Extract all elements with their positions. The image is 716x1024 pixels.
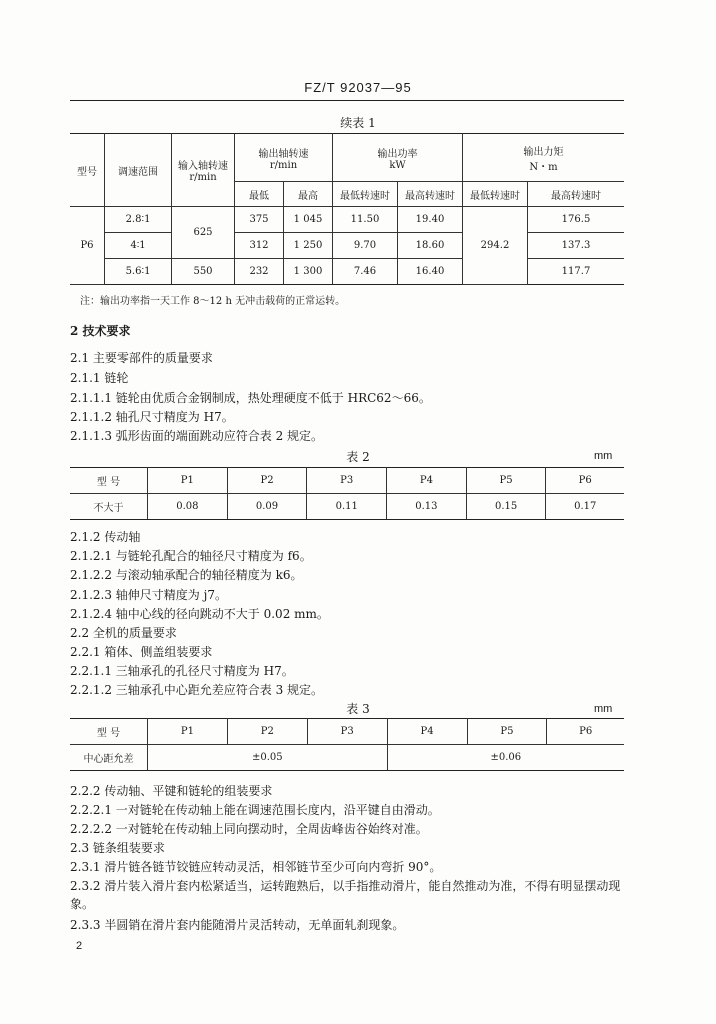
t1-input-speed-unit: r/min — [189, 172, 217, 183]
t1-speed-high: 1 250 — [284, 233, 333, 259]
t1-output-torque-label: 输出力矩 — [523, 146, 564, 158]
t2-model: P3 — [307, 468, 387, 494]
clause-2-1: 2.1 主要零部件的质量要求 — [70, 351, 213, 365]
t1-torque-low: 294.2 — [463, 207, 528, 285]
table-row — [70, 745, 624, 771]
t1-output-speed-label: 输出轴转速 — [258, 148, 309, 160]
table2 — [70, 467, 624, 520]
t1-sub-torque-high: 最高转速时 — [528, 182, 625, 207]
t2-header-label: 型 号 — [70, 468, 148, 494]
t3-model: P6 — [547, 719, 624, 745]
t3-row-label: 中心距允差 — [70, 745, 148, 771]
t2-value: 0.15 — [466, 494, 546, 520]
clause-2-1-2: 2.1.2 传动轴 — [70, 530, 141, 544]
table2-caption: 表 2 — [346, 450, 370, 464]
clause-2-3-3: 2.3.3 半圆销在滑片套内能随滑片灵活转动，无单面轧刹现象。 — [70, 918, 405, 932]
clause-2-3: 2.3 链条组装要求 — [70, 841, 165, 855]
t1-sub-high: 最高 — [284, 182, 333, 207]
t1-speed-low: 232 — [235, 259, 284, 285]
t1-col-output-power — [333, 134, 463, 182]
t1-col-output-torque — [463, 134, 625, 182]
clause-2-1-2-2: 2.1.2.2 与滚动轴承配合的轴径精度为 k6。 — [70, 568, 303, 582]
table-row — [70, 233, 624, 259]
clause-2-1-2-1: 2.1.2.1 与链轮孔配合的轴径尺寸精度为 f6。 — [70, 549, 312, 563]
t1-input: 625 — [172, 207, 235, 259]
t1-torque-high: 117.7 — [528, 259, 625, 285]
clause-2-1-2-3: 2.1.2.3 轴伸尺寸精度为 j7。 — [70, 588, 227, 602]
t1-sub-torque-low: 最低转速时 — [463, 182, 528, 207]
t3-header-label: 型 号 — [70, 719, 148, 745]
clause-2-1-1-2: 2.1.1.2 轴孔尺寸精度为 H7。 — [70, 410, 234, 424]
standard-code: FZ/T 92037—95 — [304, 80, 412, 95]
clause-2-1-1: 2.1.1 链轮 — [70, 371, 129, 385]
t1-model: P6 — [70, 207, 105, 285]
clause-2-1-2-4: 2.1.2.4 轴中心线的径向跳动不大于 0.02 mm。 — [70, 607, 329, 621]
t2-model: P6 — [546, 468, 624, 494]
t1-power-high: 16.40 — [398, 259, 463, 285]
t3-model: P3 — [307, 719, 387, 745]
table1 — [70, 133, 624, 285]
t1-output-power-unit: kW — [389, 159, 406, 171]
t2-value: 0.11 — [307, 494, 387, 520]
t2-value: 0.08 — [148, 494, 228, 520]
t2-row-label: 不大于 — [70, 494, 148, 520]
table-row — [70, 259, 624, 285]
table2-unit: mm — [594, 450, 613, 462]
t1-speed-low: 375 — [235, 207, 284, 233]
table1-caption: 续表 1 — [340, 116, 376, 130]
t1-torque-high: 137.3 — [528, 233, 625, 259]
t2-value: 0.13 — [387, 494, 467, 520]
t1-col-input-speed — [172, 134, 235, 207]
t3-model: P1 — [148, 719, 228, 745]
t1-power-low: 11.50 — [333, 207, 398, 233]
page-number: 2 — [76, 940, 83, 952]
header-rule — [70, 100, 624, 101]
t1-torque-high: 176.5 — [528, 207, 625, 233]
section-2-title: 2 技术要求 — [70, 324, 131, 338]
table3-caption: 表 3 — [346, 702, 370, 716]
t1-range: 2.8∶1 — [105, 207, 172, 233]
t1-power-low: 7.46 — [333, 259, 398, 285]
clause-2-2: 2.2 全机的质量要求 — [70, 626, 177, 640]
t1-sub-low: 最低 — [235, 182, 284, 207]
t1-range: 4∶1 — [105, 233, 172, 259]
clause-2-3-2: 2.3.2 滑片装入滑片套内松紧适当，运转跑熟后，以手指推动滑片，能自然推动为准，不得有明显摆动现象。 — [70, 879, 621, 911]
clause-2-1-1-3: 2.1.1.3 弧形齿面的端面跳动应符合表 2 规定。 — [70, 429, 324, 443]
t2-model: P1 — [148, 468, 228, 494]
t1-sub-power-low: 最低转速时 — [333, 182, 398, 207]
t1-power-low: 9.70 — [333, 233, 398, 259]
t3-value-group1: ±0.05 — [148, 745, 388, 771]
clause-2-2-1-1: 2.2.1.1 三轴承孔的孔径尺寸精度为 H7。 — [70, 664, 294, 678]
t3-value-group2: ±0.06 — [387, 745, 624, 771]
table3 — [70, 718, 624, 771]
clause-2-2-2-1: 2.2.2.1 一对链轮在传动轴上能在调速范围长度内，沿平键自由滑动。 — [70, 803, 440, 817]
t1-speed-low: 312 — [235, 233, 284, 259]
table1-note: 注：输出功率指一天工作 8～12 h 无冲击载荷的正常运转。 — [80, 296, 346, 307]
t1-input-speed-label: 输入轴转速 — [178, 161, 228, 172]
clause-2-2-2-2: 2.2.2.2 一对链轮在传动轴上同向摆动时，全周齿峰齿谷始终对准。 — [70, 822, 428, 836]
t2-model: P4 — [387, 468, 467, 494]
t3-model: P2 — [227, 719, 307, 745]
t2-model: P5 — [466, 468, 546, 494]
clause-2-2-1-2: 2.2.1.2 三轴承孔中心距允差应符合表 3 规定。 — [70, 683, 324, 697]
t1-power-high: 19.40 — [398, 207, 463, 233]
clause-2-3-1: 2.3.1 滑片链各链节铰链应转动灵活，相邻链节至少可向内弯折 90°。 — [70, 860, 442, 874]
t1-output-power-label: 输出功率 — [377, 148, 418, 160]
clause-2-2-2: 2.2.2 传动轴、平键和链轮的组装要求 — [70, 784, 273, 798]
t1-output-torque-unit: N・m — [529, 161, 558, 173]
t1-speed-high: 1 045 — [284, 207, 333, 233]
t1-power-high: 18.60 — [398, 233, 463, 259]
t2-value: 0.17 — [546, 494, 624, 520]
t3-model: P5 — [467, 719, 547, 745]
t2-model: P2 — [227, 468, 307, 494]
t1-speed-high: 1 300 — [284, 259, 333, 285]
t2-value: 0.09 — [227, 494, 307, 520]
t1-col-model: 型号 — [70, 134, 105, 207]
t1-range: 5.6∶1 — [105, 259, 172, 285]
table-row — [70, 207, 624, 233]
table3-unit: mm — [594, 703, 613, 715]
table-row — [70, 494, 624, 520]
t1-sub-power-high: 最高转速时 — [398, 182, 463, 207]
clause-2-2-1: 2.2.1 箱体、侧盖组装要求 — [70, 645, 213, 659]
t1-col-range: 调速范围 — [105, 134, 172, 207]
clause-2-1-1-1: 2.1.1.1 链轮由优质合金钢制成，热处理硬度不低于 HRC62～66。 — [70, 391, 431, 405]
t1-col-output-speed — [235, 134, 333, 182]
t1-output-speed-unit: r/min — [269, 159, 298, 171]
t3-model: P4 — [387, 719, 467, 745]
t1-input: 550 — [172, 259, 235, 285]
